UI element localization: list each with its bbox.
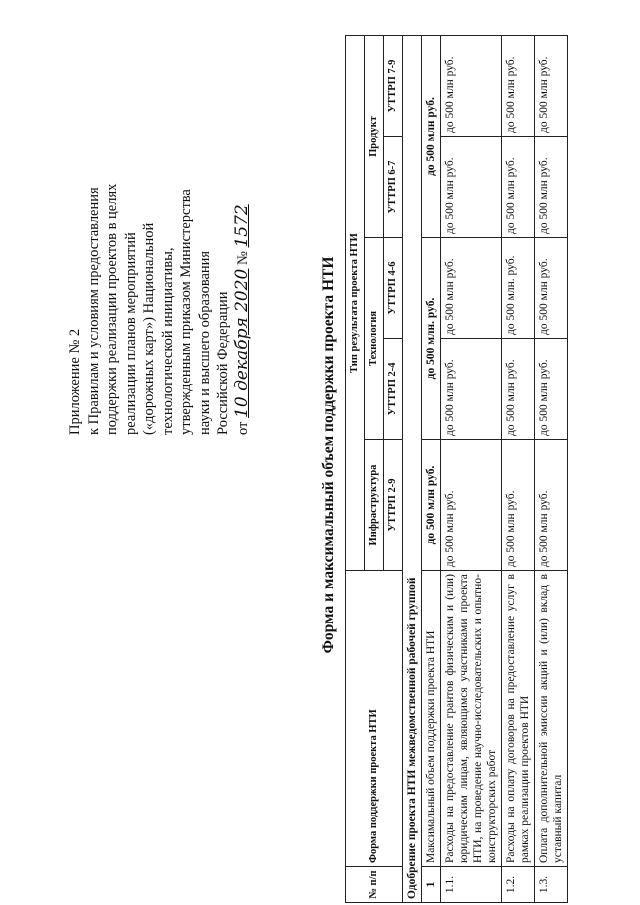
- appendix-line: («дорожных карт») Национальной: [141, 222, 157, 435]
- support-table: [345, 35, 568, 903]
- cell-value: до 500 млн руб.: [502, 36, 535, 137]
- cell-value: до 500 млн руб.: [502, 338, 535, 439]
- appendix-line: к Правилам и условиям предоставления: [85, 187, 102, 435]
- cell-value: до 500 млн руб.: [422, 439, 441, 570]
- table-row: [422, 36, 441, 903]
- header-level: УТТРП 2-9: [384, 439, 403, 570]
- appendix-block: [66, 35, 252, 435]
- cell-value: до 500 млн руб.: [535, 36, 568, 137]
- cell-value: до 500 млн руб.: [441, 338, 502, 439]
- header-row: [346, 36, 365, 903]
- date-prefix: от: [234, 421, 251, 435]
- appendix-line: утвержденным приказом Министерства: [178, 189, 194, 435]
- cell-value: до 500 млн руб.: [535, 439, 568, 570]
- table-row: [441, 36, 502, 903]
- appendix-line: технологической инициативы,: [159, 247, 176, 435]
- row-number: 1.3.: [535, 867, 568, 903]
- cell-value: до 500 млн руб.: [441, 137, 502, 238]
- header-type: Тип результата проекта НТИ: [346, 36, 365, 571]
- cell-value: до 500 млн руб.: [441, 439, 502, 570]
- row-text: Расходы на предоставление грантов физическим и (или) юридическим лицам, являющимся участниками проекта НТИ, на проведение научно-исследовательских и опытно-конструкторских работ: [441, 571, 502, 867]
- appendix-date-line: [233, 35, 253, 435]
- row-text: Расходы на оплату договоров на предоставление услуг в рамках реализации проектов НТИ: [502, 571, 535, 867]
- table-row: [502, 36, 535, 903]
- cell-value: до 500 млн руб.: [535, 238, 568, 339]
- header-level: УТТРП 4-6: [384, 238, 403, 339]
- cell-value: до 500 млн руб.: [502, 439, 535, 570]
- header-num: № п/п: [346, 867, 403, 903]
- appendix-line: Российской Федерации: [215, 291, 231, 435]
- row-number: 1.1.: [441, 867, 502, 903]
- header-level: УТТРП 6-7: [384, 137, 403, 238]
- row-text: Оплата дополнительной эмиссии акций и (или) вклад в уставный капитал: [535, 571, 568, 867]
- row-number: 1: [422, 867, 441, 903]
- handwritten-number: 1572: [231, 204, 252, 248]
- appendix-line: Приложение № 2: [67, 328, 83, 435]
- header-technology: Технология: [365, 238, 384, 440]
- row-number: 1.2.: [502, 867, 535, 903]
- handwritten-date: 10 декабря 2020: [231, 268, 252, 418]
- section-row: [403, 36, 422, 903]
- cell-value: до 500 млн руб.: [535, 338, 568, 439]
- header-level: УТТРП 2-4: [384, 338, 403, 439]
- appendix-line: поддержки реализации проектов в целях: [104, 183, 120, 435]
- cell-value: до 500 млн. руб.: [422, 238, 441, 440]
- cell-value: до 500 млн руб.: [441, 36, 502, 137]
- section-title: Одобрение проекта НТИ межведомственной рабочей группой: [403, 36, 422, 903]
- appendix-line: науки и высшего образования: [196, 250, 213, 435]
- cell-value: до 500 млн руб.: [535, 137, 568, 238]
- cell-value: до 500 млн руб.: [502, 137, 535, 238]
- appendix-line: реализации планов мероприятий: [122, 232, 139, 435]
- cell-value: до 500 млн. руб.: [502, 238, 535, 339]
- header-infrastructure: Инфраструктура: [365, 439, 384, 570]
- table-row: [535, 36, 568, 903]
- cell-value: до 500 млн руб.: [422, 36, 441, 238]
- header-form: Форма поддержки проекта НТИ: [346, 571, 403, 867]
- header-level: УТТРП 7-9: [384, 36, 403, 137]
- cell-value: до 500 млн руб.: [441, 238, 502, 339]
- document-title: Форма и максимальный объем поддержки проекта НТИ: [320, 256, 337, 654]
- header-product: Продукт: [365, 36, 384, 238]
- row-text: Максимальный объем поддержки проекта НТИ: [422, 571, 441, 867]
- number-prefix: №: [234, 251, 251, 265]
